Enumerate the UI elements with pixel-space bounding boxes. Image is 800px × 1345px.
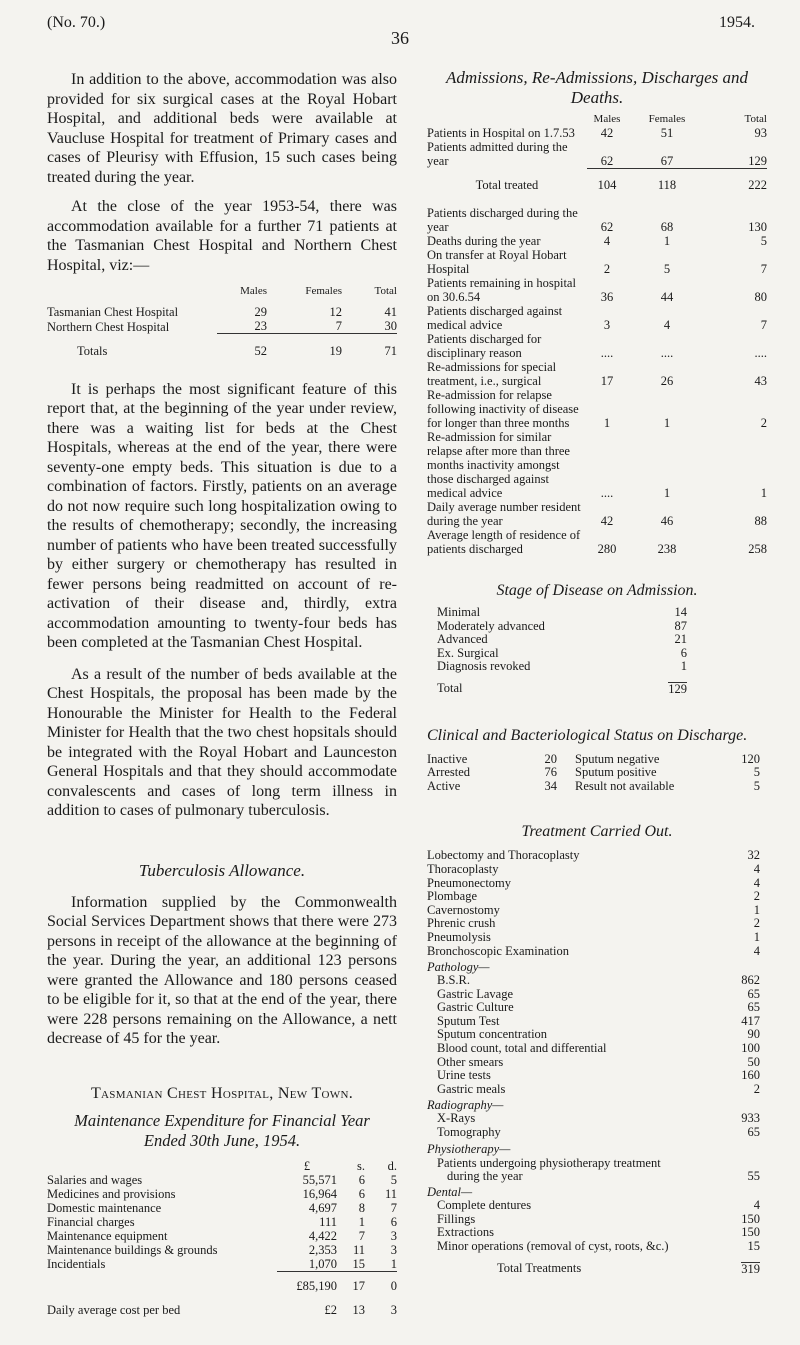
table-row: Patients remaining in hospital on 30.6.54 36 44 80: [427, 276, 767, 304]
report-year: 1954.: [719, 14, 755, 31]
pathology-heading: Pathology—: [427, 960, 490, 975]
table-row: Re-admissions for special treatment, i.e., surgical 17 26 43: [427, 360, 767, 388]
hospital-heading: Tasmanian Chest Hospital, New Town.: [90, 1084, 354, 1102]
page-number: 36: [391, 28, 409, 48]
list-item: B.S.R. 862: [437, 973, 760, 988]
table-row: Medicines and provisions 16,964 6 11: [47, 1186, 397, 1201]
clinical-left: [427, 753, 557, 794]
table-row: Average length of residence of patients discharged 280 238 258: [427, 528, 767, 556]
table-row: Tasmanian Chest Hospital 29 12 41: [47, 305, 397, 319]
dental-heading: Dental—: [427, 1185, 473, 1200]
list-item: Phrenic crush 2: [427, 916, 760, 931]
admissions-heading: Admissions, Re-Admissions, Discharges and Deaths.: [445, 68, 749, 107]
table-total-row: Total treated 104 118 222: [427, 168, 767, 192]
table-row: Patients discharged against medical advice 3 4 7: [427, 304, 767, 332]
list-item: Extractions 150: [437, 1225, 760, 1240]
paragraph-accommodation: In addition to the above, accommodation was also provided for six surgical cases at the Royal Hobart Hospital, and additional beds were available at Vaucluse Hospital for treatment of Primary cases and cases of Pleurisy with Effusion, 15 such cases being treated during the year.: [47, 71, 397, 186]
col-males: Males: [240, 285, 267, 297]
pathology-list: [427, 974, 760, 1096]
table-row: Daily average number resident during the year 42 46 88: [427, 500, 767, 528]
physiotherapy-list: Patients undergoing physiotherapy treatment during the year 55: [437, 1155, 760, 1183]
list-item: Sputum positive 5: [575, 765, 760, 780]
list-item: Pneumonectomy 4: [427, 875, 760, 890]
table-total-row: £85,190 17 0: [47, 1271, 397, 1293]
paragraph-close-of-year: At the close of the year 1953-54, there was accommodation available for a further 71 patients at the Tasmanian Chest Hospital and Northern Chest Hospital, viz:—: [47, 198, 397, 274]
beds-table: [47, 285, 397, 358]
radiography-list: [427, 1112, 760, 1139]
list-item: Fillings 150: [437, 1211, 760, 1226]
treatment-list: [427, 849, 760, 1276]
list-item: Blood count, total and differential 100: [437, 1041, 760, 1056]
report-number: (No. 70.): [47, 14, 106, 31]
list-item: Inactive 20: [427, 751, 557, 766]
table-row: Patients in Hospital on 1.7.53 42 51 93: [427, 126, 767, 140]
physiotherapy-heading: Physiotherapy—: [427, 1141, 511, 1156]
list-item: Pneumolysis 1: [427, 929, 760, 944]
admissions-table: Males Females Total Patients in Hospital on 1.7.53 42 51 93 Patients admitted during the year 62 67 129 Total treated 104 118 222 Patients discharged during the year 62 68 130 Deaths during the year 4 1 5 On transfer at Royal Hobart Hospital 2 5 7 Patients remaining in hospital on 30.6.54 36 44 80 Patients discharged against medical advice 3 4 7 Patients discharged for disciplinary reason .... .... .... Re-admissions for special treatment, i.e., surgical 17 26 43 Re-admission for relapse following inactivity of disease for longer than three months 1 1 2 Re-admission for similar relapse after more than three months inactivity amongst those discharged against medical advice .... 1 1 Daily average number resident during the year 42 46 88 Average length of residence of patients discharged 280 238 258: [427, 113, 767, 556]
table-row: Patients discharged for disciplinary reason .... .... ....: [427, 332, 767, 360]
table-row: Maintenance equipment 4,422 7 3: [47, 1228, 397, 1243]
table-total-row: Totals 52 19 71: [47, 334, 397, 358]
stage-list: [437, 606, 687, 697]
dental-list: [427, 1199, 760, 1253]
table-row: Patients discharged during the year 62 68 130: [427, 206, 767, 234]
list-item: Complete dentures 4: [437, 1198, 760, 1213]
radiography-heading: Radiography—: [427, 1098, 504, 1113]
table-row: Deaths during the year 4 1 5: [427, 234, 767, 248]
clinical-right: [575, 753, 760, 794]
table-row: Northern Chest Hospital 23 7 30: [47, 319, 397, 334]
table-row: On transfer at Royal Hobart Hospital 2 5 7: [427, 248, 767, 276]
right-column: [427, 68, 767, 1276]
expenditure-table: £ s. d. Salaries and wages 55,571 6 5 Medicines and provisions 16,964 6 11 Domestic maintenance 4,697 8 7 Financial charges 111 1 6 Maintenance equipment 4,422 7 3 Maintenance buildings & grounds 2,353 11 3 Incidentials 1,070 15 1 £85,190 17 0 Daily average cost per bed £2 13 3: [47, 1158, 397, 1317]
list-item: Lobectomy and Thoracoplasty 32: [427, 848, 760, 863]
table-row: Re-admission for similar relapse after more than three months inactivity amongst those discharged against medical advice .... 1 1: [427, 430, 767, 500]
list-item: X-Rays 933: [437, 1111, 760, 1126]
list-item: Sputum Test 417: [437, 1013, 760, 1028]
list-item: Sputum negative 120: [575, 751, 760, 766]
list-item: Sputum concentration 90: [437, 1027, 760, 1042]
list-item: Diagnosis revoked 1: [437, 659, 687, 674]
col-females: Females: [305, 285, 342, 297]
list-item: Arrested 76: [427, 765, 557, 780]
list-item: Plombage 2: [427, 889, 760, 904]
list-item: Ex. Surgical 6: [437, 645, 687, 660]
list-item: Advanced 21: [437, 632, 687, 647]
table-row: Incidentials 1,070 15 1: [47, 1256, 397, 1271]
paragraph-integration-proposal: As a result of the number of beds available at the Chest Hospitals, the proposal has been made by the Honourable the Minister for Health to the Federal Minister for Health that the two chest hopsitals should be integrated with the Royal Hobart and Launceston General Hospitals and that they should accommodate convalescents and cases of long term illness in addition to cases of pulmonary tuberculosis.: [47, 665, 397, 819]
paragraph-allowance: Information supplied by the Commonwealth Social Services Department shows that there were 273 persons in receipt of the allowance at the beginning of the year. During the year, an additional 123 persons were granted the Allowance and 180 persons ceased to be eligible for it, so that at the end of the year, there were 228 persons remaining on the Allowance, a nett decrease of 45 for the year.: [47, 893, 397, 1047]
daily-cost-row: Daily average cost per bed £2 13 3: [47, 1303, 397, 1317]
col-total: Total: [374, 285, 397, 297]
left-column: [47, 70, 397, 1317]
list-item: Urine tests 160: [437, 1068, 760, 1083]
table-row: Patients admitted during the year 62 67 129: [427, 140, 767, 168]
list-item: Thoracoplasty 4: [427, 861, 760, 876]
stage-total: Total 129: [437, 681, 687, 696]
treatment-heading: Treatment Carried Out.: [521, 823, 673, 841]
list-item: Other smears 50: [437, 1054, 760, 1069]
list-item: Tomography 65: [437, 1125, 760, 1140]
list-item: Gastric Culture 65: [437, 1000, 760, 1015]
list-item: Gastric Lavage 65: [437, 986, 760, 1001]
list-item: Gastric meals 2: [437, 1081, 760, 1096]
expenditure-heading: Maintenance Expenditure for Financial Year Ended 30th June, 1954.: [74, 1110, 370, 1150]
clinical-heading: Clinical and Bacteriological Status on Discharge.: [427, 726, 748, 744]
table-row: Financial charges 111 1 6: [47, 1214, 397, 1229]
list-item: Active 34: [427, 778, 557, 793]
list-item: Bronchoscopic Examination 4: [427, 943, 760, 958]
table-row: Domestic maintenance 4,697 8 7: [47, 1200, 397, 1215]
list-item: Moderately advanced 87: [437, 618, 687, 633]
list-item: Result not available 5: [575, 778, 760, 793]
list-item: Cavernostomy 1: [427, 902, 760, 917]
table-row: Re-admission for relapse following inactivity of disease for longer than three months 1 1 2: [427, 388, 767, 430]
paragraph-significant-feature: It is perhaps the most significant feature of this report that, at the beginning of the year under review, there was a waiting list for beds at the Chest Hospitals, whereas at the end of the year, there were seventy-one empty beds. This situation is due to a combination of factors. Firstly, patients on an average do not now require such long hospitalization owing to the results of chemotherapy; secondly, the increasing number of patients who have been treated successfully by either surgery or chemotherapy has resulted in fewer persons being readmitted on account of re-activation of their disease and, thirdly, extra accommodation amounting to twenty-four beds has been completed at the Tasmanian Chest Hospital.: [47, 380, 397, 651]
total-treatments: Total Treatments 319: [497, 1260, 760, 1276]
stage-heading: Stage of Disease on Admission.: [496, 582, 698, 599]
list-item: Minimal 14: [437, 605, 687, 619]
table-row: Salaries and wages 55,571 6 5: [47, 1172, 397, 1187]
list-item: Minor operations (removal of cyst, roots, &c.) 15: [437, 1239, 760, 1253]
allowance-heading: Tuberculosis Allowance.: [138, 860, 306, 880]
clinical-status: [427, 753, 767, 794]
list-item: during the year 55: [447, 1168, 760, 1183]
table-row: Maintenance buildings & grounds 2,353 11 3: [47, 1242, 397, 1257]
